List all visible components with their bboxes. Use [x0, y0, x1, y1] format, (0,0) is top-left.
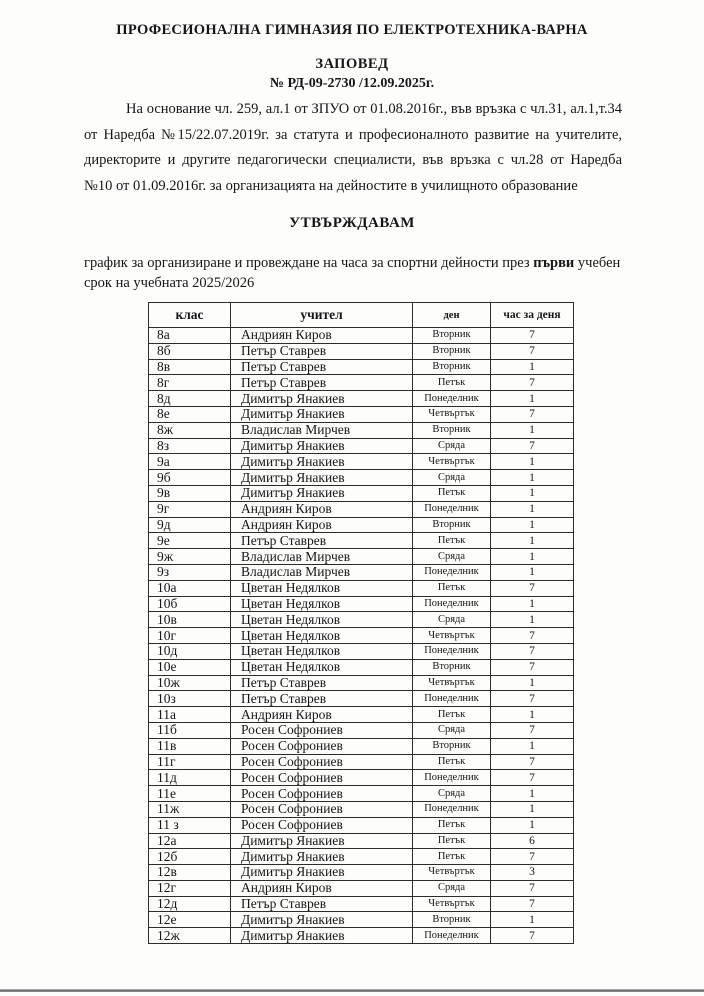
cell-day: Петък	[413, 580, 491, 596]
cell-hour: 1	[491, 801, 574, 817]
cell-teacher: Димитър Янакиев	[231, 485, 413, 501]
table-row	[149, 833, 574, 849]
order-title: ЗАПОВЕД	[315, 56, 389, 72]
table-row	[149, 865, 574, 881]
cell-day: Сряда	[413, 786, 491, 802]
cell-class: 8г	[149, 375, 231, 391]
cell-day: Понеделник	[413, 643, 491, 659]
table-body	[149, 328, 574, 944]
cell-hour: 7	[491, 643, 574, 659]
cell-day: Петък	[413, 849, 491, 865]
cell-day: Вторник	[413, 359, 491, 375]
table-row	[149, 691, 574, 707]
table-row	[149, 596, 574, 612]
cell-teacher: Димитър Янакиев	[231, 865, 413, 881]
cell-hour: 7	[491, 343, 574, 359]
cell-hour: 7	[491, 896, 574, 912]
cell-teacher: Петър Ставрев	[231, 675, 413, 691]
cell-hour: 1	[491, 391, 574, 407]
cell-class: 9е	[149, 533, 231, 549]
cell-class: 10ж	[149, 675, 231, 691]
table-row	[149, 707, 574, 723]
cell-day: Четвъртък	[413, 454, 491, 470]
cell-hour: 6	[491, 833, 574, 849]
cell-teacher: Росен Софрониев	[231, 738, 413, 754]
cell-class: 11а	[149, 707, 231, 723]
cell-day: Вторник	[413, 422, 491, 438]
cell-day: Сряда	[413, 470, 491, 486]
cell-teacher: Димитър Янакиев	[231, 454, 413, 470]
cell-hour: 1	[491, 786, 574, 802]
cell-class: 9ж	[149, 549, 231, 565]
approve-heading: УТВЪРЖДАВАМ	[289, 215, 415, 231]
cell-teacher: Цветан Недялков	[231, 659, 413, 675]
cell-hour: 7	[491, 659, 574, 675]
cell-hour: 7	[491, 438, 574, 454]
table-row	[149, 612, 574, 628]
table-row	[149, 928, 574, 944]
cell-teacher: Димитър Янакиев	[231, 406, 413, 422]
cell-teacher: Росен Софрониев	[231, 801, 413, 817]
table-row	[149, 343, 574, 359]
cell-hour: 7	[491, 406, 574, 422]
cell-class: 10з	[149, 691, 231, 707]
cell-hour: 7	[491, 880, 574, 896]
cell-hour: 7	[491, 375, 574, 391]
cell-hour: 1	[491, 501, 574, 517]
table-row	[149, 849, 574, 865]
cell-teacher: Владислав Мирчев	[231, 422, 413, 438]
cell-teacher: Росен Софрониев	[231, 770, 413, 786]
table-row	[149, 628, 574, 644]
cell-day: Понеделник	[413, 801, 491, 817]
table-row	[149, 422, 574, 438]
table-row	[149, 328, 574, 344]
cell-class: 11ж	[149, 801, 231, 817]
order-number: № РД-09-2730 /12.09.2025г.	[269, 76, 435, 91]
cell-day: Вторник	[413, 517, 491, 533]
cell-hour: 1	[491, 454, 574, 470]
table-row	[149, 549, 574, 565]
cell-class: 11г	[149, 754, 231, 770]
cell-class: 10е	[149, 659, 231, 675]
table-row	[149, 912, 574, 928]
cell-class: 8а	[149, 328, 231, 344]
cell-day: Четвъртък	[413, 896, 491, 912]
cell-teacher: Владислав Мирчев	[231, 549, 413, 565]
cell-day: Понеделник	[413, 391, 491, 407]
cell-hour: 1	[491, 470, 574, 486]
table-row	[149, 470, 574, 486]
cell-teacher: Петър Ставрев	[231, 691, 413, 707]
cell-day: Петък	[413, 754, 491, 770]
cell-teacher: Росен Софрониев	[231, 722, 413, 738]
table-row	[149, 391, 574, 407]
table-row	[149, 770, 574, 786]
cell-teacher: Цветан Недялков	[231, 643, 413, 659]
cell-class: 10г	[149, 628, 231, 644]
cell-teacher: Цветан Недялков	[231, 612, 413, 628]
cell-teacher: Димитър Янакиев	[231, 391, 413, 407]
cell-teacher: Петър Ставрев	[231, 896, 413, 912]
cell-hour: 3	[491, 865, 574, 881]
cell-hour: 1	[491, 533, 574, 549]
cell-class: 8з	[149, 438, 231, 454]
cell-hour: 1	[491, 817, 574, 833]
cell-day: Сряда	[413, 438, 491, 454]
cell-teacher: Димитър Янакиев	[231, 849, 413, 865]
cell-hour: 7	[491, 328, 574, 344]
cell-class: 11в	[149, 738, 231, 754]
table-row	[149, 501, 574, 517]
table-row	[149, 454, 574, 470]
cell-day: Сряда	[413, 549, 491, 565]
table-row	[149, 817, 574, 833]
table-row	[149, 754, 574, 770]
table-row	[149, 738, 574, 754]
cell-teacher: Андриян Киров	[231, 707, 413, 723]
table-header	[149, 303, 574, 328]
cell-teacher: Димитър Янакиев	[231, 438, 413, 454]
cell-day: Понеделник	[413, 928, 491, 944]
cell-class: 10а	[149, 580, 231, 596]
table-row	[149, 485, 574, 501]
cell-teacher: Петър Ставрев	[231, 533, 413, 549]
legal-basis-paragraph: На основание чл. 259, ал.1 от ЗПУО от 01.08.2016г., във връзка с чл.31, ал.1,т.34 от Наредба №15/22.07.2019г. за статута и професионалното развитие на учителите, директорите и другите педагогически специалисти, във връзка с чл.28 от Наредба №10 от 01.09.2016г. за организацията на дейностите в училищното образование	[84, 101, 622, 194]
table-row	[149, 564, 574, 580]
table-row	[149, 375, 574, 391]
cell-hour: 1	[491, 517, 574, 533]
subject-term-emphasis: първи	[533, 255, 575, 271]
school-name-heading: ПРОФЕСИОНАЛНА ГИМНАЗИЯ ПО ЕЛЕКТРОТЕХНИКА-ВАРНА	[116, 22, 588, 38]
cell-day: Петък	[413, 485, 491, 501]
table-row	[149, 659, 574, 675]
table-row	[149, 438, 574, 454]
cell-hour: 1	[491, 564, 574, 580]
cell-hour: 1	[491, 612, 574, 628]
cell-day: Сряда	[413, 612, 491, 628]
cell-class: 10в	[149, 612, 231, 628]
cell-day: Петък	[413, 833, 491, 849]
cell-teacher: Петър Ставрев	[231, 343, 413, 359]
cell-class: 9в	[149, 485, 231, 501]
cell-day: Понеделник	[413, 770, 491, 786]
cell-day: Сряда	[413, 722, 491, 738]
table-row	[149, 896, 574, 912]
scan-edge-line	[0, 989, 704, 992]
cell-hour: 1	[491, 707, 574, 723]
col-header-hour: час за деня	[491, 303, 574, 328]
cell-day: Петък	[413, 533, 491, 549]
cell-day: Вторник	[413, 343, 491, 359]
cell-teacher: Росен Софрониев	[231, 817, 413, 833]
cell-day: Петък	[413, 707, 491, 723]
cell-class: 10д	[149, 643, 231, 659]
cell-class: 12б	[149, 849, 231, 865]
cell-class: 8д	[149, 391, 231, 407]
cell-class: 11е	[149, 786, 231, 802]
table-row	[149, 880, 574, 896]
cell-teacher: Росен Софрониев	[231, 786, 413, 802]
cell-class: 12г	[149, 880, 231, 896]
cell-teacher: Цветан Недялков	[231, 580, 413, 596]
table-row	[149, 533, 574, 549]
cell-hour: 7	[491, 628, 574, 644]
sports-schedule-table	[148, 302, 574, 944]
cell-day: Понеделник	[413, 501, 491, 517]
cell-hour: 1	[491, 549, 574, 565]
col-header-class: клас	[149, 303, 231, 328]
cell-class: 8е	[149, 406, 231, 422]
table-row	[149, 801, 574, 817]
table-row	[149, 675, 574, 691]
cell-hour: 1	[491, 912, 574, 928]
cell-teacher: Андриян Киров	[231, 328, 413, 344]
cell-hour: 1	[491, 596, 574, 612]
cell-day: Четвъртък	[413, 406, 491, 422]
col-header-teacher: учител	[231, 303, 413, 328]
table-row	[149, 786, 574, 802]
cell-hour: 1	[491, 422, 574, 438]
table-row	[149, 359, 574, 375]
cell-class: 10б	[149, 596, 231, 612]
cell-hour: 7	[491, 770, 574, 786]
cell-class: 12а	[149, 833, 231, 849]
cell-day: Четвъртък	[413, 675, 491, 691]
cell-hour: 7	[491, 722, 574, 738]
cell-teacher: Димитър Янакиев	[231, 912, 413, 928]
table-row	[149, 580, 574, 596]
cell-day: Вторник	[413, 659, 491, 675]
cell-class: 8б	[149, 343, 231, 359]
cell-hour: 7	[491, 928, 574, 944]
table-row	[149, 517, 574, 533]
cell-teacher: Андриян Киров	[231, 880, 413, 896]
cell-hour: 7	[491, 691, 574, 707]
cell-teacher: Андриян Киров	[231, 517, 413, 533]
cell-class: 9г	[149, 501, 231, 517]
cell-class: 12в	[149, 865, 231, 881]
cell-hour: 1	[491, 359, 574, 375]
cell-class: 9з	[149, 564, 231, 580]
cell-day: Вторник	[413, 328, 491, 344]
cell-hour: 1	[491, 675, 574, 691]
cell-day: Понеделник	[413, 596, 491, 612]
table-row	[149, 722, 574, 738]
cell-day: Понеделник	[413, 564, 491, 580]
table-header-row	[149, 303, 574, 328]
cell-day: Вторник	[413, 912, 491, 928]
cell-class: 11 з	[149, 817, 231, 833]
cell-day: Понеделник	[413, 691, 491, 707]
cell-teacher: Димитър Янакиев	[231, 833, 413, 849]
cell-class: 9б	[149, 470, 231, 486]
cell-class: 12е	[149, 912, 231, 928]
cell-day: Вторник	[413, 738, 491, 754]
cell-class: 8в	[149, 359, 231, 375]
table-row	[149, 406, 574, 422]
subject-paragraph	[84, 253, 624, 293]
cell-hour: 7	[491, 849, 574, 865]
cell-class: 9а	[149, 454, 231, 470]
cell-class: 12д	[149, 896, 231, 912]
cell-hour: 7	[491, 754, 574, 770]
cell-class: 9д	[149, 517, 231, 533]
cell-teacher: Владислав Мирчев	[231, 564, 413, 580]
subject-text-end: учебен срок на учебната 2025/2026	[84, 255, 621, 291]
cell-teacher: Петър Ставрев	[231, 359, 413, 375]
table-row	[149, 643, 574, 659]
cell-day: Четвъртък	[413, 628, 491, 644]
cell-class: 8ж	[149, 422, 231, 438]
subject-text-start: график за организиране и провеждане на часа за спортни дейности през	[84, 255, 534, 271]
cell-teacher: Росен Софрониев	[231, 754, 413, 770]
cell-class: 11б	[149, 722, 231, 738]
cell-hour: 7	[491, 580, 574, 596]
cell-teacher: Димитър Янакиев	[231, 928, 413, 944]
cell-day: Петък	[413, 817, 491, 833]
cell-teacher: Андриян Киров	[231, 501, 413, 517]
cell-hour: 1	[491, 738, 574, 754]
cell-day: Четвъртък	[413, 865, 491, 881]
cell-class: 11д	[149, 770, 231, 786]
cell-hour: 1	[491, 485, 574, 501]
cell-day: Сряда	[413, 880, 491, 896]
cell-teacher: Цветан Недялков	[231, 596, 413, 612]
cell-teacher: Цветан Недялков	[231, 628, 413, 644]
cell-teacher: Петър Ставрев	[231, 375, 413, 391]
cell-teacher: Димитър Янакиев	[231, 470, 413, 486]
col-header-day: ден	[413, 303, 491, 328]
cell-class: 12ж	[149, 928, 231, 944]
cell-day: Петък	[413, 375, 491, 391]
